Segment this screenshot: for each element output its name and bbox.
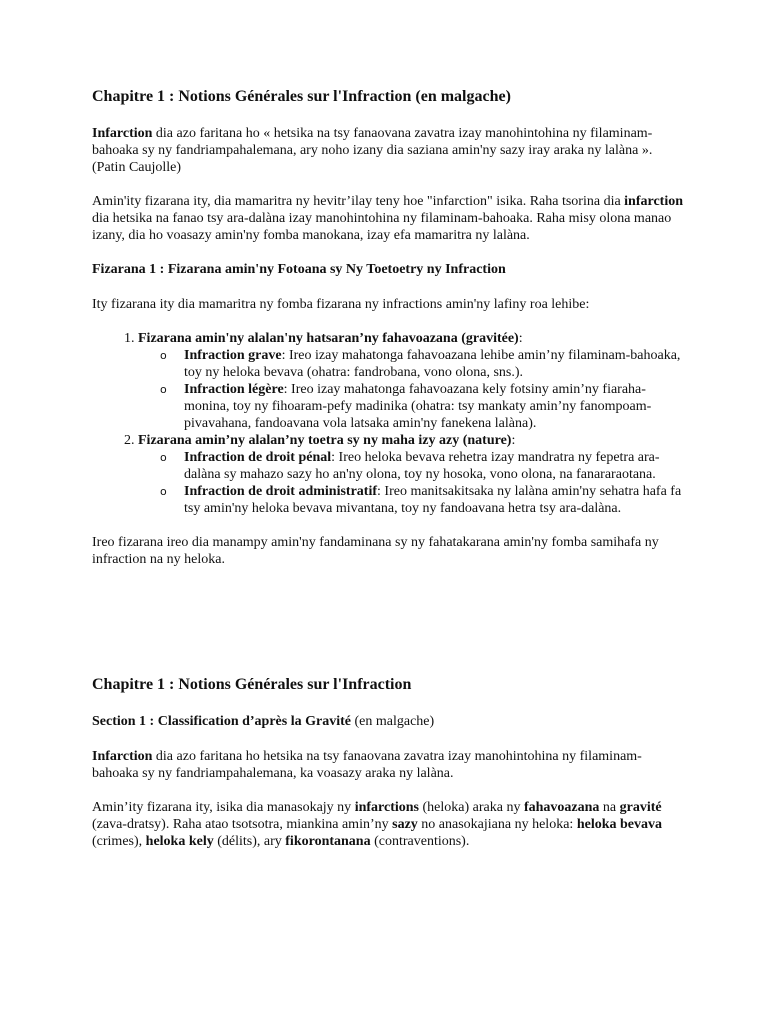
list-item-suffix: :	[511, 433, 516, 448]
sub-item-term: Infraction grave	[184, 348, 282, 363]
chapter1-title: Chapitre 1 : Notions Générales sur l'Infraction (en malgache)	[92, 88, 511, 105]
list-item-suffix: :	[518, 331, 523, 346]
text-run: (contraventions).	[370, 834, 470, 849]
list-item	[138, 432, 688, 517]
text-run: Amin’ity fizarana ity, isika dia manasokajy ny	[92, 800, 355, 815]
chapter2-section-title	[92, 713, 688, 730]
sub-list	[138, 449, 688, 517]
list-item	[138, 330, 688, 432]
text-run: no anasokajiana ny heloka:	[417, 817, 577, 832]
sub-list-item	[184, 483, 688, 517]
term-infarction: Infarction	[92, 126, 153, 141]
text-run: (zava-dratsy). Raha atao tsotsotra, miankina amin’ny	[92, 817, 393, 832]
sub-item-text: : Ireo heloka bevava rehetra izay mandratra ny fepetra ara-dalàna sy mahazo sazy ho an'ny olona, toy ny hosoka, vono olona, na fanararaotana.	[184, 450, 660, 482]
text-run: na	[599, 800, 620, 815]
sub-item-term: Infraction de droit administratif	[184, 484, 378, 499]
sub-list-item	[184, 381, 688, 432]
section-intro: Ity fizarana ity dia mamaritra ny fomba fizarana ny infractions amin'ny lafiny roa lehibe:	[92, 297, 590, 312]
chapter2-title: Chapitre 1 : Notions Générales sur l'Infraction	[92, 676, 412, 693]
sub-list	[138, 347, 688, 432]
explanation-text-b: dia hetsika na fanao tsy ara-dalàna izay manohintohina ny filaminam-bahoaka. Raha misy olona manao izany, dia ho voasazy amin'ny fomba manokana, izay efa mamaritra ny lalàna.	[92, 211, 672, 243]
sub-item-term: Infraction de droit pénal	[184, 450, 332, 465]
sub-list-item	[184, 347, 688, 381]
term-fahavoazana: fahavoazana	[523, 800, 600, 815]
term-gravite: gravité	[619, 800, 662, 815]
sub-item-text: : Ireo manitsakitsaka ny lalàna amin'ny sehatra hafa fa tsy amin'ny heloka bevava mivantana, toy ny fandoavana hetra tsy ara-dalàna.	[184, 484, 682, 516]
definition-text: dia azo faritana ho hetsika na tsy fanaovana zavatra izay manohintohina ny filaminam-bahoaka sy ny fandriampahalemana, ka voasazy araka ny lalàna.	[92, 749, 642, 781]
term-heloka-kely: heloka kely	[145, 834, 214, 849]
chapter1-definition	[92, 125, 688, 176]
classification-list	[92, 330, 688, 517]
sub-item-text: : Ireo izay mahatonga fahavoazana lehibe amin’ny filaminam-bahoaka, toy ny heloka bevava (ohatra: fandrobana, vono olona, sns.).	[184, 348, 681, 380]
term-sazy: sazy	[392, 817, 418, 832]
document-body	[92, 87, 688, 867]
chapter2-definition	[92, 748, 688, 782]
chapter1-explanation	[92, 193, 688, 244]
chapter1-conclusion: Ireo fizarana ireo dia manampy amin'ny fandaminana sy ny fahatakarana amin'ny fomba samihafa ny infraction na ny heloka.	[92, 535, 659, 567]
text-run: (délits), ary	[213, 834, 286, 849]
explanation-text-a: Amin'ity fizarana ity, dia mamaritra ny hevitr’ilay teny hoe "infarction" isika. Raha tsorina dia	[92, 194, 625, 209]
term-infarctions: infarctions	[354, 800, 419, 815]
sub-list-item	[184, 449, 688, 483]
list-item-title: Fizarana amin’ny alalan’ny toetra sy ny maha izy azy (nature)	[138, 433, 512, 448]
term-heloka-bevava: heloka bevava	[576, 817, 662, 832]
definition-text: dia azo faritana ho « hetsika na tsy fanaovana zavatra izay manohintohina ny filaminam-bahoaka sy ny fandriampahalemana, ary noho izany dia saziana amin'ny sazy iray araka ny lalàna ». (Patin Caujolle)	[92, 126, 653, 175]
text-run: (heloka) araka ny	[419, 800, 524, 815]
chapter2-classification	[92, 799, 688, 850]
section-title-note: (en malgache)	[350, 714, 435, 729]
section-title: Fizarana 1 : Fizarana amin'ny Fotoana sy Ny Toetoetry ny Infraction	[92, 262, 506, 277]
list-item-title: Fizarana amin'ny alalan'ny hatsaran’ny fahavoazana (gravitée)	[138, 331, 519, 346]
section-title-bold: Section 1 : Classification d’après la Gravité	[92, 714, 351, 729]
section-spacer	[92, 585, 688, 675]
term-infarction-inline: infarction	[624, 194, 684, 209]
sub-item-term: Infraction légère	[184, 382, 284, 397]
term-fikorontanana: fikorontanana	[285, 834, 371, 849]
text-run: (crimes),	[92, 834, 146, 849]
sub-item-text: : Ireo izay mahatonga fahavoazana kely fotsiny amin’ny fiaraha-monina, toy ny fihoaram-pefy madinika (ohatra: tsy mankaty amin’ny fanompoam-pivavahana, fandoavana vola latsaka amin'ny fanekena lalàna).	[184, 382, 652, 431]
term-infarction: Infarction	[92, 749, 153, 764]
